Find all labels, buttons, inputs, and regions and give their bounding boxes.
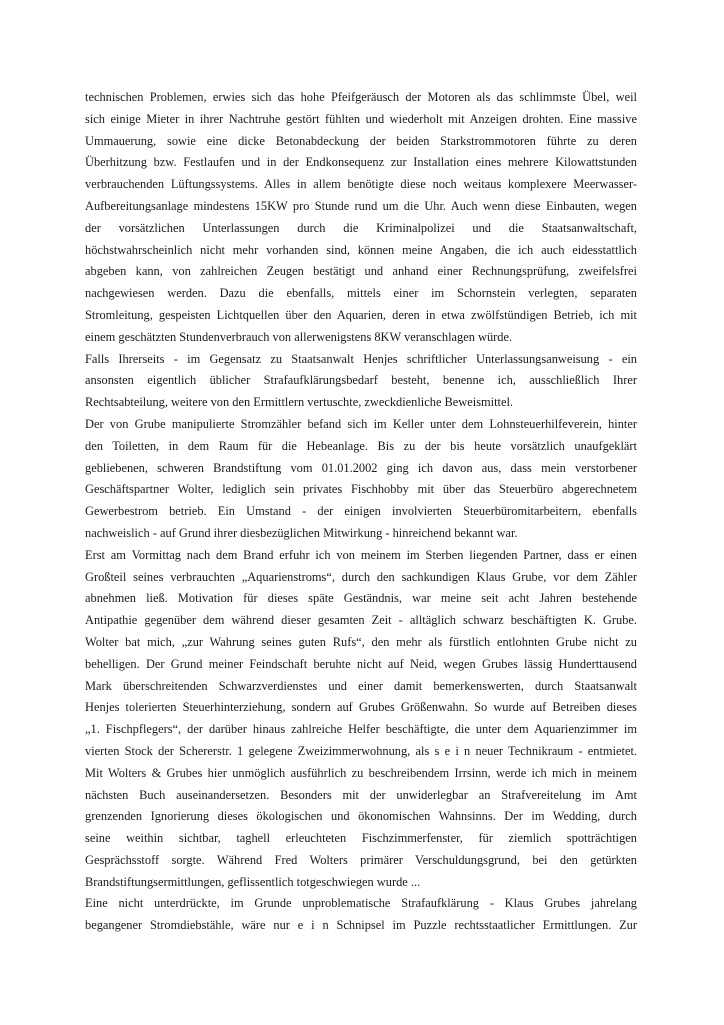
text-line: Brandstiftungsermittlungen, geflissentlich totgeschwiegen wurde ... [85,874,421,889]
text-line: Gewerbestrom betrieb. Ein Umstand - der einigen involvierten Steuerbüromitarbeitern, ebenfalls [85,504,637,519]
text-line: einem geschätzten Stundenverbrauch von allerwenigstens 8KW veranschlagen würde. [85,329,513,344]
text-line: technischen Problemen, erwies sich das hohe Pfeifgeräusch der Motoren als das schlimmste Übel, weil [85,90,637,104]
text-line: Aufbereitungsanlage mindestens 15KW pro Stunde rund um die Uhr. Auch wenn diese Einbauten, wegen [85,198,637,213]
text-line: Wolter bat mich, „zur Wahrung seines guten Rufs“, den mehr als fürstlich entlohnten Grube nicht zu [85,634,637,649]
text-line: Mark überschreitenden Schwarzverdienstes und einer damit bemerkenswerten, durch Staatsanwalt [85,678,637,693]
text-line: höchstwahrscheinlich nicht mehr vorhanden sind, können meine Angaben, die ich auch eidesstattlich [85,242,637,257]
text-line: „1. Fischpflegers“, der darüber hinaus zahlreiche Helfer beschäftigte, die unter dem Aquarienzimmer im [85,722,637,737]
text-line: Eine nicht unterdrückte, im Grunde unproblematische Strafaufklärung - Klaus Grubes jahrelang [85,896,637,911]
text-line: abgeben kann, von zahlreichen Zeugen bestätigt und anhand einer Rechnungsprüfung, zweifelsfrei [85,264,637,279]
text-line: behelligen. Der Grund meiner Feindschaft beruhte nicht auf Neid, wegen Grubes lässig Hunderttausend [85,656,637,671]
document-body-text [85,87,637,937]
text-line: Stromleitung, gespeisten Lichtquellen über den Aquarien, deren in etwa zwölfstündigen Betrieb, ich mit [85,307,637,322]
text-line: sich einige Mieter in ihrer Nachtruhe gestört fühlten und wiederholt mit Anzeigen drohten. Eine massive [85,111,637,126]
text-line: vierten Stock der Schererstr. 1 gelegene Zweizimmerwohnung, als s e i n neuer Technikraum - entmietet. [85,743,637,758]
text-line: Mit Wolters & Grubes hier unmöglich ausführlich zu beschreibendem Irrsinn, werde ich mich in meinem [85,765,637,780]
text-line: Großteil seines verbrauchten „Aquarienstroms“, durch den sachkundigen Klaus Grube, vor dem Zähler [85,569,637,584]
text-line: Gesprächsstoff sorgte. Während Fred Wolters primärer Verschuldungsgrund, bei den getürkten [85,852,637,867]
text-line: seine weithin sichtbar, taghell erleuchteten Fischzimmerfenster, für ziemlich spotträchtigen [85,831,637,846]
text-line: Erst am Vormittag nach dem Brand erfuhr ich von meinem im Sterben liegenden Partner, dass er einen [85,547,637,562]
text-line: nachweislich - auf Grund ihrer diesbezüglichen Mitwirkung - hinreichend bekannt war. [85,525,518,540]
text-line: ansonsten eigentlich üblicher Strafaufklärungsbedarf besteht, benenne ich, ausschließlich Ihrer [85,373,637,388]
text-line: verbrauchenden Lüftungssystems. Alles in allem benötigte diese noch weitaus komplexere Meerwasser- [85,177,637,192]
text-line: Überhitzung bzw. Festlaufen und in der Endkonsequenz zur Installation eines mehrere Kilowattstunden [85,155,637,170]
text-line: grenzenden Ignorierung dieses ökologischen und ökonomischen Wahnsinns. Der im Wedding, durch [85,809,637,824]
text-line: Henjes tolerierten Steuerhinterziehung, sondern auf Grubes Größenwahn. So wurde auf Betreiben dieses [85,700,637,715]
text-line: nächsten Buch auseinandersetzen. Besonders mit der unwiderlegbar an Strafvereitelung im Amt [85,787,637,802]
text-line: Antipathie gegenüber dem während dieser gesamten Zeit - alltäglich schwarz beschäftigten K. Grube. [85,613,637,628]
text-line: abnehmen ließ. Motivation für dieses späte Geständnis, war meine seit acht Jahren bestehende [85,591,637,606]
text-line: gebliebenen, schweren Brandstiftung vom 01.01.2002 ging ich davon aus, dass mein verstorbener [85,460,637,475]
text-line: Der von Grube manipulierte Stromzähler befand sich im Keller unter dem Lohnsteuerhilfeverein, hinter [85,416,637,431]
text-line: der vorsätzlichen Unterlassungen durch die Kriminalpolizei und die Staatsanwaltschaft, [85,220,637,235]
text-line: Rechtsabteilung, weitere von den Ermittlern vertuschte, zweckdienliche Beweismittel. [85,395,514,410]
text-line: Geschäftspartner Wolter, lediglich sein privates Fischhobby mit über das Steuerbüro abgerechnetem [85,482,637,497]
text-line: den Toiletten, in dem Raum für die Hebeanlage. Bis zu der bis heute vorsätzlich unaufgeklärt [85,438,637,453]
text-line: Ummauerung, sowie eine dicke Betonabdeckung der beiden Starkstrommotoren führte zu deren [85,133,637,148]
text-line: Falls Ihrerseits - im Gegensatz zu Staatsanwalt Henjes schriftlicher Unterlassungsanweisung - ein [85,351,637,366]
text-line: nachgewiesen werden. Dazu die ebenfalls, mittels einer im Schornstein verlegten, separaten [85,286,637,301]
text-line: begangener Stromdiebstähle, wäre nur e i n Schnipsel im Puzzle rechtsstaatlicher Ermittlungen. Zur [85,918,637,933]
